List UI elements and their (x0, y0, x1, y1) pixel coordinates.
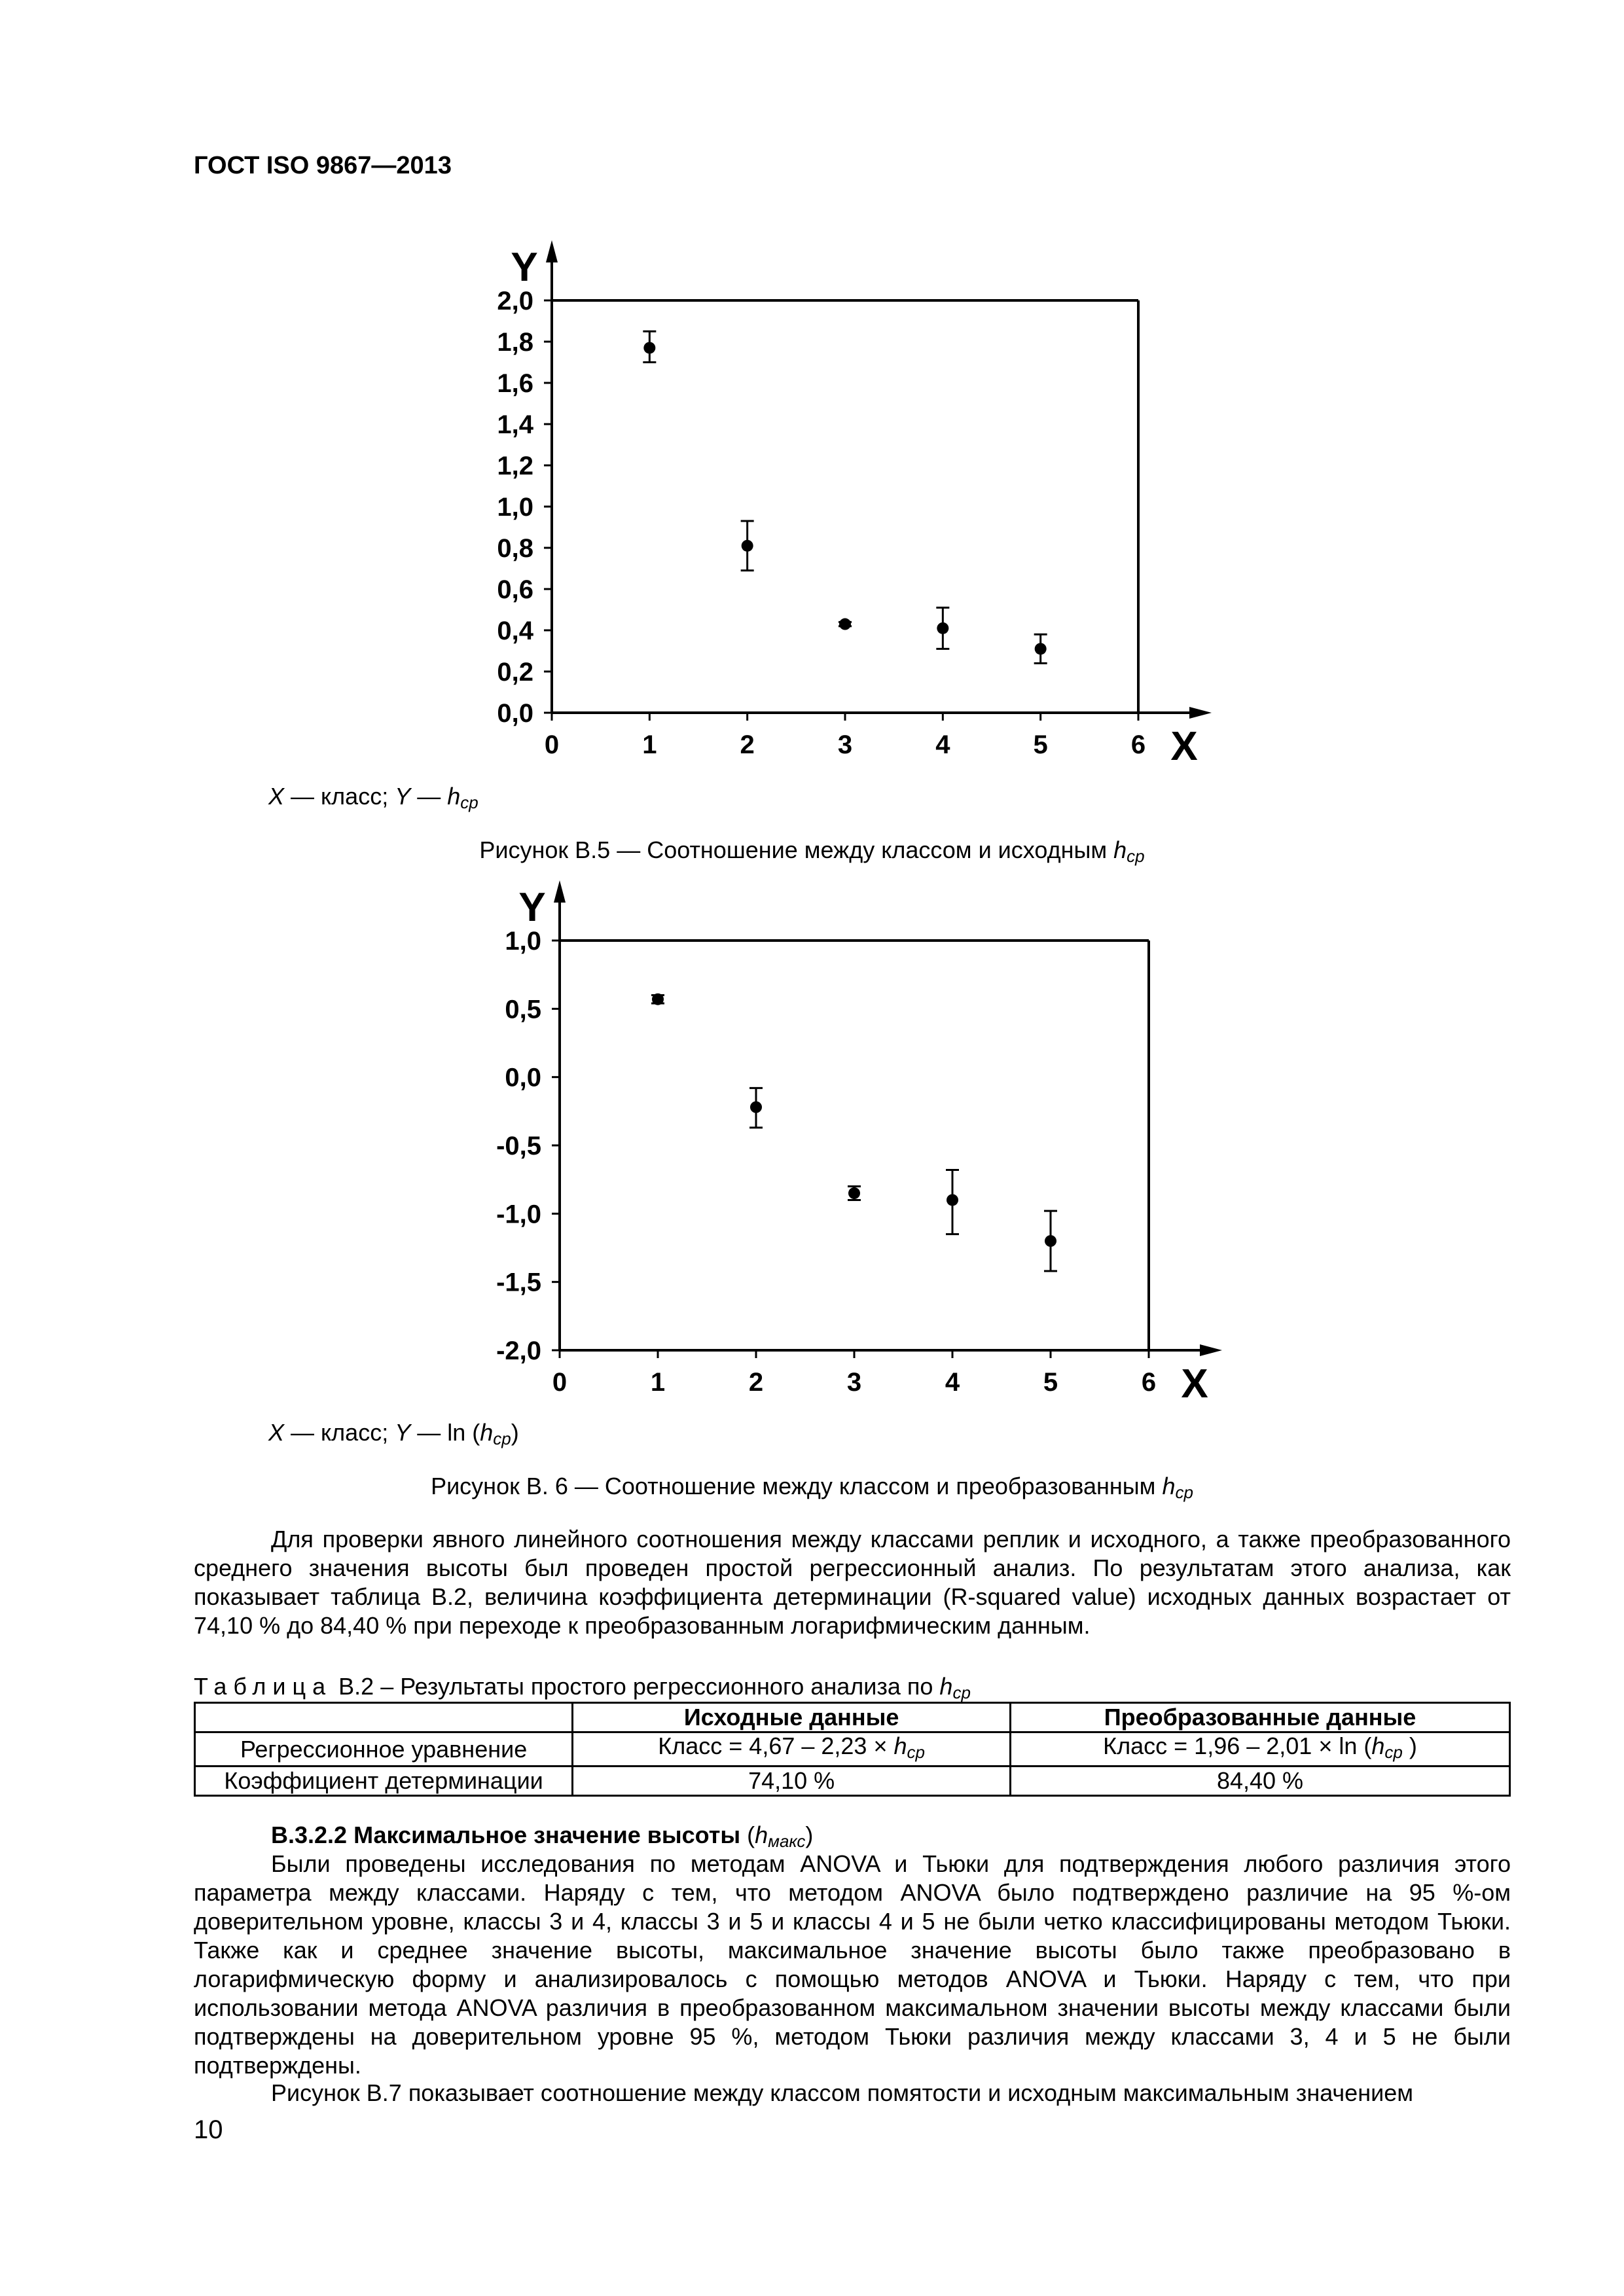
table-cell: Класс = $1,96 - 2,01 \times \ln (h_{ср}$ ) (1011, 1732, 1510, 1767)
x-tick-label: 3 (846, 1368, 862, 1397)
x-tick-label: 5 (1033, 730, 1048, 759)
table-header-cell (195, 1703, 573, 1732)
x-tick-label: 4 (945, 1368, 960, 1397)
figure-b6-caption: Рисунок В. 6 — Соотношение между классом и преобразованным $h_{ср}$ (431, 1473, 1193, 1502)
y-axis-title: Y (511, 245, 538, 290)
y-tick-label: 0,0 (497, 699, 533, 728)
y-tick-label: 1,4 (497, 410, 533, 439)
y-tick-label: 1,6 (497, 369, 533, 398)
x-tick-label: 6 (1141, 1368, 1157, 1397)
paragraph-anova: Были проведены исследования по методам ANOVA и Тьюки для подтверждения любого различия этого параметра между классами. Наряду с тем, что методом ANOVA было подтверждено различие на 95 %-ом доверительном уровне, классы 3 и 4, классы 3 и 5 и классы 4 и 5 не были четко классифицированы методом Тьюки. Также как и среднее значение высоты, максимальное значение высоты было также преобразовано в логарифмическую форму и анализировалось с помощью методов ANOVA и Тьюки. Наряду с тем, что при использовании метода ANOVA различия в преобразованном максимальном значении высоты между классами были подтверждены на доверительном уровне 95 %, методом Тьюки различия между классами 3, 4 и 5 не были подтверждены. (194, 1850, 1511, 2079)
section-heading: В.3.2.2 Максимальное значение высоты $(h_{макс})$ (271, 1821, 814, 1851)
data-point (750, 1102, 762, 1113)
x-tick-label: 4 (935, 730, 950, 759)
table-b2-title: Таблица В.2 – Результаты простого регрессионного анализа по $h_{ср}$ (194, 1673, 971, 1702)
x-tick-label: 5 (1043, 1368, 1058, 1397)
x-tick-label: 0 (544, 730, 560, 759)
y-axis-arrow (554, 880, 566, 903)
y-tick-label: 0,5 (505, 995, 541, 1024)
table-cell: 74,10 % (573, 1767, 1011, 1796)
x-tick-label: 2 (748, 1368, 764, 1397)
data-point (947, 1194, 958, 1206)
paragraph-figure-b7: Рисунок В.7 показывает соотношение между классом помятости и исходным максимальным значением (271, 2079, 1413, 2106)
y-tick-label: 0,2 (497, 658, 533, 687)
y-tick-label: 0,0 (505, 1063, 541, 1092)
y-tick-label: 1,0 (497, 493, 533, 522)
data-point (1045, 1235, 1056, 1247)
y-tick-label: -1,0 (496, 1200, 541, 1229)
y-tick-label: 0,4 (497, 617, 533, 645)
y-tick-label: 1,2 (497, 452, 533, 480)
document-header: ГОСТ ISO 9867—2013 (194, 152, 452, 179)
table-row (195, 1767, 1510, 1796)
y-tick-label: -2,0 (496, 1336, 541, 1365)
table-b2 (194, 1702, 1511, 1797)
y-tick-label: 0,6 (497, 575, 533, 604)
x-tick-label: 2 (740, 730, 755, 759)
y-tick-label: 1,8 (497, 328, 533, 357)
page-number: 10 (194, 2115, 223, 2144)
data-point (652, 994, 664, 1005)
x-tick-label: 3 (837, 730, 853, 759)
table-header-cell: Преобразованные данные (1011, 1703, 1510, 1732)
table-cell: Класс = $4,67 - 2,23 \times h_{ср}$ (573, 1732, 1011, 1767)
table-cell: 84,40 % (1011, 1767, 1510, 1796)
table-cell: Коэффициент детерминации (195, 1767, 573, 1796)
figure-b5-caption: Рисунок В.5 — Соотношение между классом и исходным $h_{ср}$ (479, 836, 1145, 866)
table-row (195, 1732, 1510, 1767)
x-tick-label: 6 (1130, 730, 1146, 759)
x-tick-label: 0 (552, 1368, 568, 1397)
x-tick-label: 1 (650, 1368, 666, 1397)
data-point (848, 1187, 860, 1199)
figure-b6-legend: X — класс; Y — $\ln (h_{ср})$ (268, 1419, 519, 1448)
y-axis-title: Y (518, 885, 546, 930)
x-axis-title: X (1181, 1361, 1208, 1407)
paragraph-regression-intro: Для проверки явного линейного соотношения между классами реплик и исходного, а также преобразованного среднего значения высоты был проведен простой регрессионный анализ. По результатам этого анализа, как показывает таблица В.2, величина коэффициента детерминации (R-squared value) исходных данных возрастает от 74,10 % до 84,40 % при переходе к преобразованным логарифмическим данным. (194, 1526, 1511, 1639)
y-tick-label: -1,5 (496, 1268, 541, 1297)
x-axis-arrow (1200, 1344, 1222, 1356)
figure-b5-legend: X — класс; Y — $h_{ср}$ (268, 783, 478, 812)
y-tick-label: 2,0 (497, 287, 533, 315)
table-cell: Регрессионное уравнение (195, 1732, 573, 1767)
x-axis-title: X (1170, 724, 1198, 769)
y-tick-label: -0,5 (496, 1132, 541, 1160)
table-header-cell: Исходные данные (573, 1703, 1011, 1732)
y-tick-label: 0,8 (497, 534, 533, 563)
y-tick-label: 1,0 (505, 927, 541, 956)
x-tick-label: 1 (642, 730, 657, 759)
table-header-row (195, 1703, 1510, 1732)
